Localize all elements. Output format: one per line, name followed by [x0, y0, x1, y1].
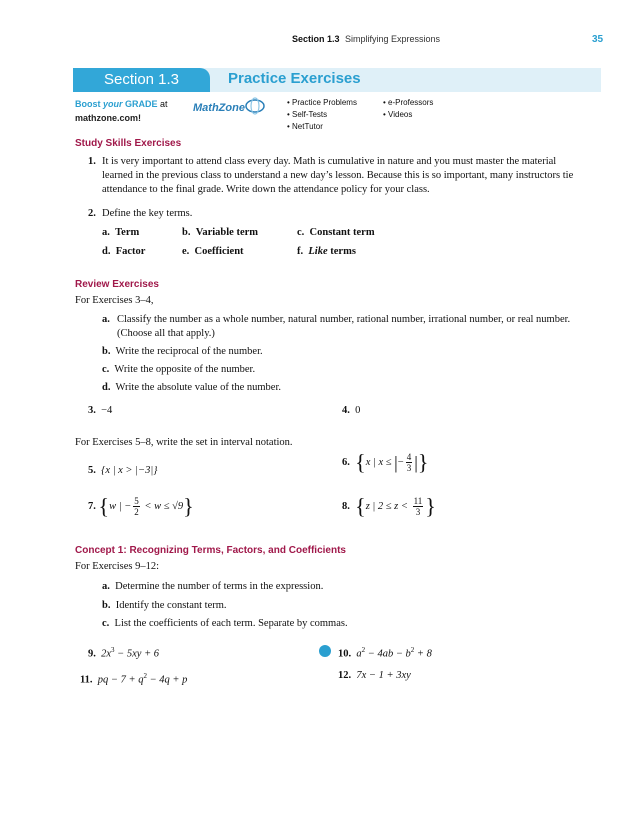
left-brace: {: [355, 449, 366, 475]
expr-part: − 5xy + 6: [114, 648, 160, 660]
exercise-number: 9.: [88, 648, 96, 660]
study-skills-heading: Study Skills Exercises: [75, 138, 182, 149]
mathzone-logo: MathZone: [193, 102, 245, 114]
running-header-section: Section 1.3: [292, 34, 340, 44]
exercise-2: [88, 207, 588, 221]
denominator: 3: [406, 463, 412, 473]
term-text: terms: [327, 246, 356, 257]
term-label: e.: [182, 246, 190, 257]
fraction: [133, 496, 140, 517]
exercise-number: 8.: [342, 500, 350, 512]
review-intro: For Exercises 3–4,: [75, 295, 154, 306]
exercise-7: [88, 493, 194, 519]
exercise-expression: {x | x > |−3|}: [101, 465, 158, 476]
exercise-6: [342, 449, 429, 475]
term-label: b.: [182, 227, 191, 238]
term-text: Coefficient: [194, 246, 244, 257]
expr-part: pq − 7 + q: [97, 674, 144, 686]
boost-your: your: [103, 99, 123, 109]
set-condition: x | x ≤: [365, 456, 395, 468]
denominator: 2: [134, 507, 139, 517]
part-label: d.: [102, 382, 111, 393]
numerator: 5: [134, 496, 139, 506]
boost-at: at: [157, 99, 168, 109]
part-text: Write the absolute value of the number.: [115, 382, 282, 393]
exercise-expression: 0: [355, 405, 361, 416]
set-condition: w | −: [109, 500, 132, 512]
exercise-number: 11.: [80, 674, 93, 686]
part-text: List the coefficients of each term. Separate by commas.: [114, 618, 348, 629]
concept1-part-c: [102, 617, 348, 631]
resource-e-professors: • e-Professors: [383, 97, 433, 109]
denominator: 3: [415, 507, 421, 517]
term-a: [102, 226, 139, 240]
page-number: 35: [592, 34, 604, 45]
expr-part: 7x − 1 + 3xy: [356, 670, 411, 681]
term-d: [102, 245, 145, 259]
part-text: Write the opposite of the number.: [114, 364, 256, 375]
section-tab: Section 1.3: [73, 68, 210, 92]
resources-col1: [287, 97, 357, 133]
set-condition: z | 2 ≤ z <: [365, 500, 411, 512]
numerator: 4: [406, 452, 412, 462]
exercise-4: [342, 404, 360, 418]
expr-part: + 8: [414, 648, 432, 660]
review-part-d: [102, 381, 281, 395]
fraction: [413, 496, 424, 517]
exercise-1: [88, 155, 588, 197]
part-label: b.: [102, 600, 111, 611]
minus-sign: −: [397, 456, 404, 468]
term-label: d.: [102, 246, 111, 257]
left-brace: {: [98, 493, 110, 519]
exercise-12: [338, 669, 411, 683]
review-part-c: [102, 363, 255, 377]
term-text-italic: Like: [308, 246, 328, 257]
term-b: [182, 226, 258, 240]
mathzone-url[interactable]: mathzone.com!: [75, 113, 142, 123]
part-label: c.: [102, 618, 110, 629]
exercise-number: 4.: [342, 405, 350, 416]
exercise-3: [88, 404, 112, 418]
right-brace: }: [425, 493, 436, 519]
part-text: Identify the constant term.: [115, 600, 227, 611]
running-header-title: Simplifying Expressions: [345, 34, 441, 44]
part-label: b.: [102, 346, 111, 357]
right-brace: }: [183, 493, 194, 519]
exercise-number: 10.: [338, 648, 352, 660]
boost-grade: GRADE: [122, 99, 158, 109]
part-text: Write the reciprocal of the number.: [115, 346, 263, 357]
expr-part: a: [356, 648, 362, 660]
part-label: a.: [102, 581, 110, 592]
part-label: a.: [102, 314, 110, 325]
concept1-part-b: [102, 599, 227, 613]
exercise-10: [338, 643, 432, 662]
review-part-b: [102, 345, 263, 359]
part-text: Determine the number of terms in the expression.: [115, 581, 324, 592]
expr-part: − 4q + p: [146, 674, 188, 686]
boost-grade-promo: [75, 97, 168, 125]
resource-videos: • Videos: [383, 109, 433, 121]
interval-notation-intro: For Exercises 5–8, write the set in interval notation.: [75, 437, 293, 448]
part-text: Classify the number as a whole number, natural number, rational number, irrational number, or real number. (Choose all that apply.): [117, 314, 571, 339]
part-label: c.: [102, 364, 110, 375]
abs-bar: |: [394, 452, 398, 473]
term-text: Constant term: [309, 227, 375, 238]
exercise-9: [88, 643, 159, 662]
exercise-number: 2.: [88, 208, 96, 219]
boost-word: Boost: [75, 99, 103, 109]
term-text: Factor: [115, 246, 146, 257]
resource-practice-problems: • Practice Problems: [287, 97, 357, 109]
expr-part: − 4ab − b: [365, 648, 411, 660]
exercise-number: 3.: [88, 405, 96, 416]
exercise-8: [342, 493, 436, 519]
exercise-11: [80, 669, 187, 688]
exponent: 2: [410, 646, 415, 654]
resource-self-tests: • Self-Tests: [287, 109, 357, 121]
term-e: [182, 245, 244, 259]
numerator: 11: [413, 496, 423, 506]
concept1-heading: Concept 1: Recognizing Terms, Factors, and Coefficients: [75, 545, 346, 556]
exercise-number: 12.: [338, 670, 352, 681]
term-label: a.: [102, 227, 110, 238]
exponent: 3: [111, 646, 115, 654]
resources-col2: [383, 97, 433, 121]
exponent: 2: [361, 646, 366, 654]
video-tutor-icon[interactable]: [319, 645, 331, 657]
abs-bar: |: [414, 452, 418, 473]
exercise-text: It is very important to attend class every day. Math is cumulative in nature and you must master the material learned in the previous class to understand a new day’s lesson. Because this is so important, many instructors tie attendance to the final grade. Write down the attendance policy for your class.: [102, 156, 574, 195]
practice-exercises-title: Practice Exercises: [228, 70, 361, 87]
term-text: Term: [115, 227, 140, 238]
exponent: 2: [143, 672, 147, 680]
review-heading: Review Exercises: [75, 279, 159, 290]
term-c: [297, 226, 375, 240]
exercise-expression: −4: [101, 405, 113, 416]
exercise-text: Define the key terms.: [102, 208, 193, 219]
concept1-part-a: [102, 580, 323, 594]
concept1-intro: For Exercises 9–12:: [75, 561, 159, 572]
left-brace: {: [355, 493, 366, 519]
expr-part: 2x: [101, 648, 112, 660]
exercise-number: 7.: [88, 500, 96, 512]
exercise-5: [88, 464, 157, 478]
term-label: c.: [297, 227, 305, 238]
term-f: [297, 245, 356, 259]
set-condition-rest: < w ≤ √9: [141, 500, 184, 512]
exercise-number: 5.: [88, 465, 96, 476]
mathzone-swirl-icon: [244, 96, 266, 116]
resource-nettutor: • NetTutor: [287, 121, 357, 133]
exercise-number: 1.: [88, 156, 96, 167]
term-text: Variable term: [195, 227, 259, 238]
right-brace: }: [417, 449, 429, 475]
exercise-number: 6.: [342, 456, 350, 468]
fraction: [406, 452, 413, 473]
review-part-a: [102, 313, 592, 341]
term-label: f.: [297, 246, 304, 257]
